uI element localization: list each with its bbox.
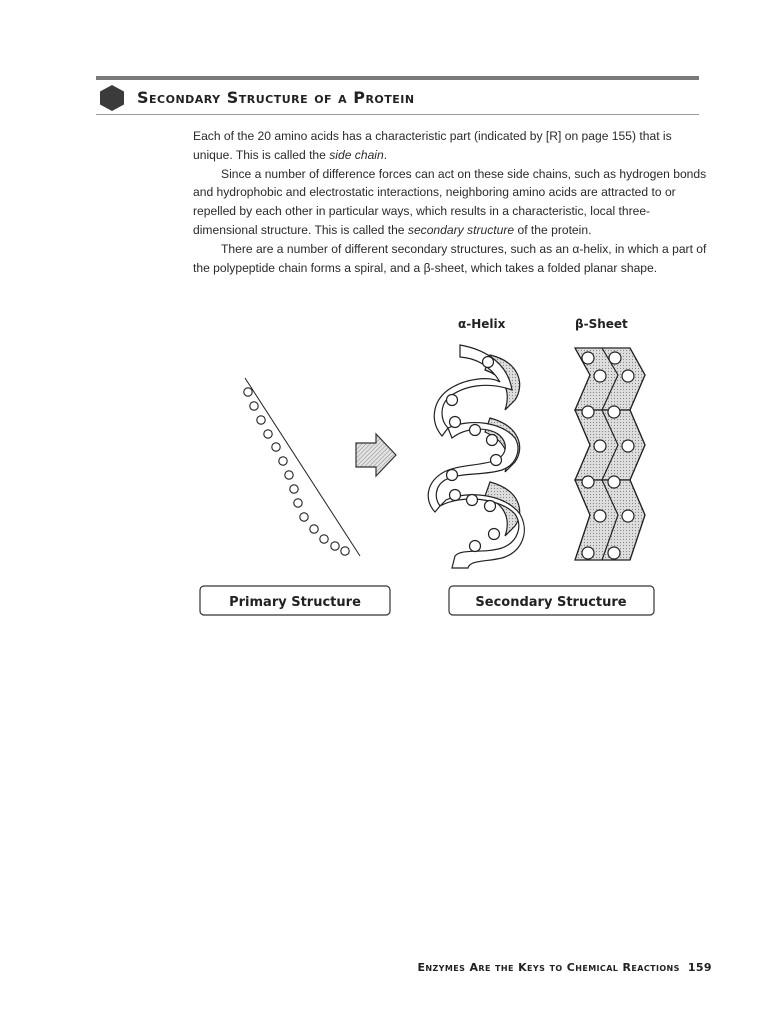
section-title: Secondary Structure of a Protein [137,88,415,107]
page-footer [417,961,712,974]
page-number: 159 [687,961,712,974]
primary-chain [244,378,360,556]
body-text [193,127,713,277]
footer-title: Enzymes Are the Keys to Chemical Reactions [417,961,680,974]
header-rule [96,114,699,115]
secondary-structure-label: Secondary Structure [475,595,627,610]
arrow-icon [356,434,396,476]
beta-sheet-label: β-Sheet [575,317,628,331]
protein-structure-figure [190,310,670,630]
hexagon-icon [98,84,126,112]
beta-sheet-drawing [575,348,645,560]
paragraph-3: There are a number of different secondary structures, such as an α-helix, in which a part of the polypeptide chain forms a spiral, and a β-sheet, which takes a folded planar shape. [193,241,707,275]
top-rule [96,76,699,80]
paragraph-1: Each of the 20 amino acids has a characteristic part (indicated by [R] on page 155) that is unique. This is called the side chain. [193,129,672,162]
primary-structure-label: Primary Structure [229,595,361,610]
alpha-helix-drawing [428,345,524,568]
alpha-helix-label: α-Helix [458,317,506,331]
paragraph-2: Since a number of difference forces can act on these side chains, such as hydrogen bonds and hydrophobic and electrostatic interactions, neighboring amino acids are attracted to or repelled by each other in particular ways, which results in a characteristic, local three-dimensional structure. This is called the secondary structure of the protein. [193,166,707,237]
